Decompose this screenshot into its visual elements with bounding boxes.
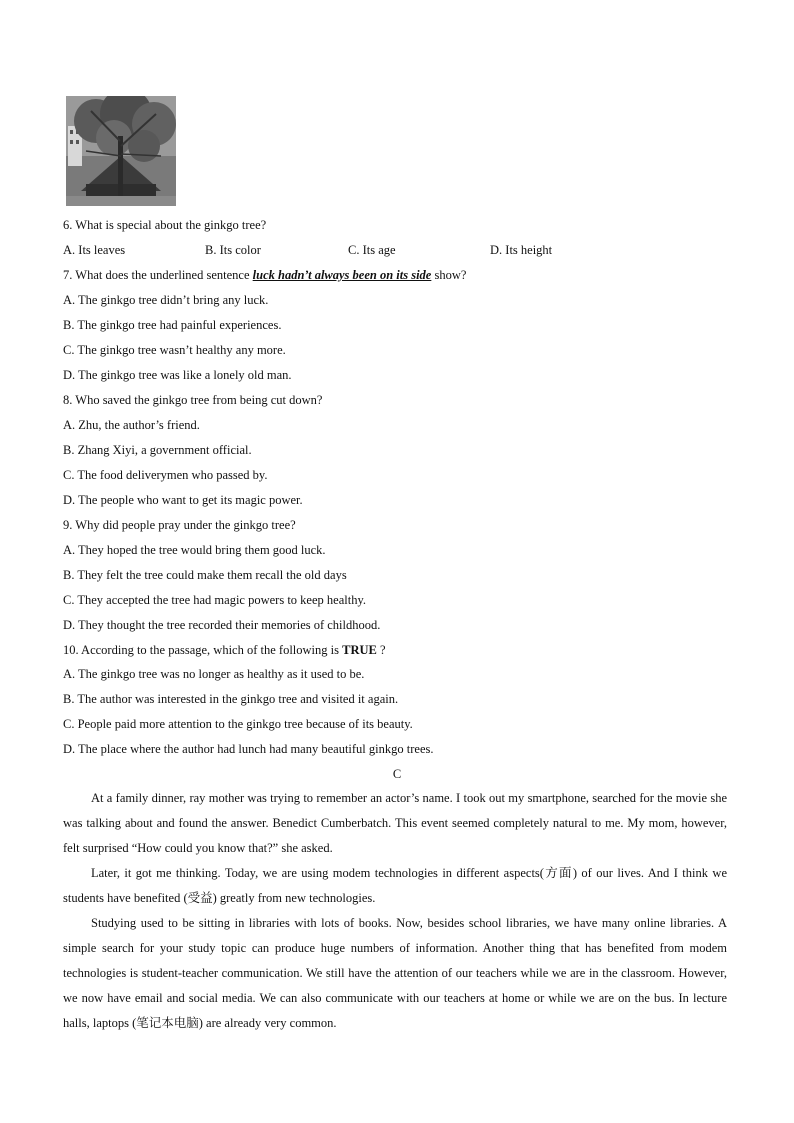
q10-option-c: C. People paid more attention to the ginkgo tree because of its beauty.: [63, 717, 413, 731]
question-6: 6. What is special about the ginkgo tree?: [63, 218, 267, 232]
question-10-emphasis: TRUE: [342, 643, 377, 657]
question-7-text-before: 7. What does the underlined sentence: [63, 268, 253, 282]
ginkgo-tree-image: [66, 96, 176, 206]
q9-option-c: C. They accepted the tree had magic powers to keep healthy.: [63, 593, 367, 607]
question-9: 9. Why did people pray under the ginkgo tree?: [63, 518, 296, 532]
ginkgo-tree-photo: [66, 96, 176, 206]
q9-option-a: A. They hoped the tree would bring them good luck.: [63, 543, 326, 557]
q8-option-b: B. Zhang Xiyi, a government official.: [63, 443, 252, 457]
q7-option-b: B. The ginkgo tree had painful experiences.: [63, 318, 282, 332]
question-8: 8. Who saved the ginkgo tree from being cut down?: [63, 393, 323, 407]
q9-option-d: D. They thought the tree recorded their memories of childhood.: [63, 618, 381, 632]
q7-option-d: D. The ginkgo tree was like a lonely old man.: [63, 368, 292, 382]
passage-c: [63, 786, 727, 1036]
q6-option-a: A. Its leaves: [63, 243, 126, 257]
q9-option-b: B. They felt the tree could make them recall the old days: [63, 568, 347, 582]
passage-paragraph-1: At a family dinner, ray mother was trying to remember an actor’s name. I took out my smartphone, searched for the movie she was talking about and found the answer. Benedict Cumberbatch. This event seemed completely natural to me. My mom, however, felt surprised “How could you know that?” she asked.: [63, 791, 727, 855]
q10-option-a: A. The ginkgo tree was no longer as healthy as it used to be.: [63, 667, 365, 681]
q7-option-c: C. The ginkgo tree wasn’t healthy any more.: [63, 343, 286, 357]
passage-paragraph-2: Later, it got me thinking. Today, we are using modem technologies in different aspects(方面) of our lives. And I think we students have benefited (受益) greatly from new technologies.: [63, 866, 727, 905]
question-7-text-after: show?: [431, 268, 467, 282]
q6-option-d: D. Its height: [490, 243, 553, 257]
q8-option-a: A. Zhu, the author’s friend.: [63, 418, 200, 432]
question-10-text-after: ?: [376, 643, 386, 657]
q8-option-c: C. The food deliverymen who passed by.: [63, 468, 268, 482]
underlined-sentence: luck hadn’t always been on its side: [252, 268, 432, 282]
passage-paragraph-3: Studying used to be sitting in libraries with lots of books. Now, besides school libraries, we have many online libraries. A simple search for your study topic can produce huge numbers of information. Another thing that has benefited from modem technologies is student-teacher communication. We still have the attention of our teachers while we are in the classroom. However, we now have email and social media. We can also communicate with our teachers at home or while we are on the bus. In lecture halls, laptops (笔记本电脑) are already very common.: [63, 916, 727, 1030]
q6-option-c: C. Its age: [348, 243, 396, 257]
q6-option-b: B. Its color: [205, 243, 261, 257]
q7-option-a: A. The ginkgo tree didn’t bring any luck.: [63, 293, 269, 307]
question-10-text-before: 10. According to the passage, which of the following is: [63, 643, 343, 657]
q10-option-b: B. The author was interested in the ginkgo tree and visited it again.: [63, 692, 399, 706]
question-10: [63, 642, 386, 658]
q8-option-d: D. The people who want to get its magic power.: [63, 493, 303, 507]
question-7: [63, 267, 466, 283]
q10-option-d: D. The place where the author had lunch had many beautiful ginkgo trees.: [63, 742, 434, 756]
section-heading: C: [392, 767, 402, 781]
